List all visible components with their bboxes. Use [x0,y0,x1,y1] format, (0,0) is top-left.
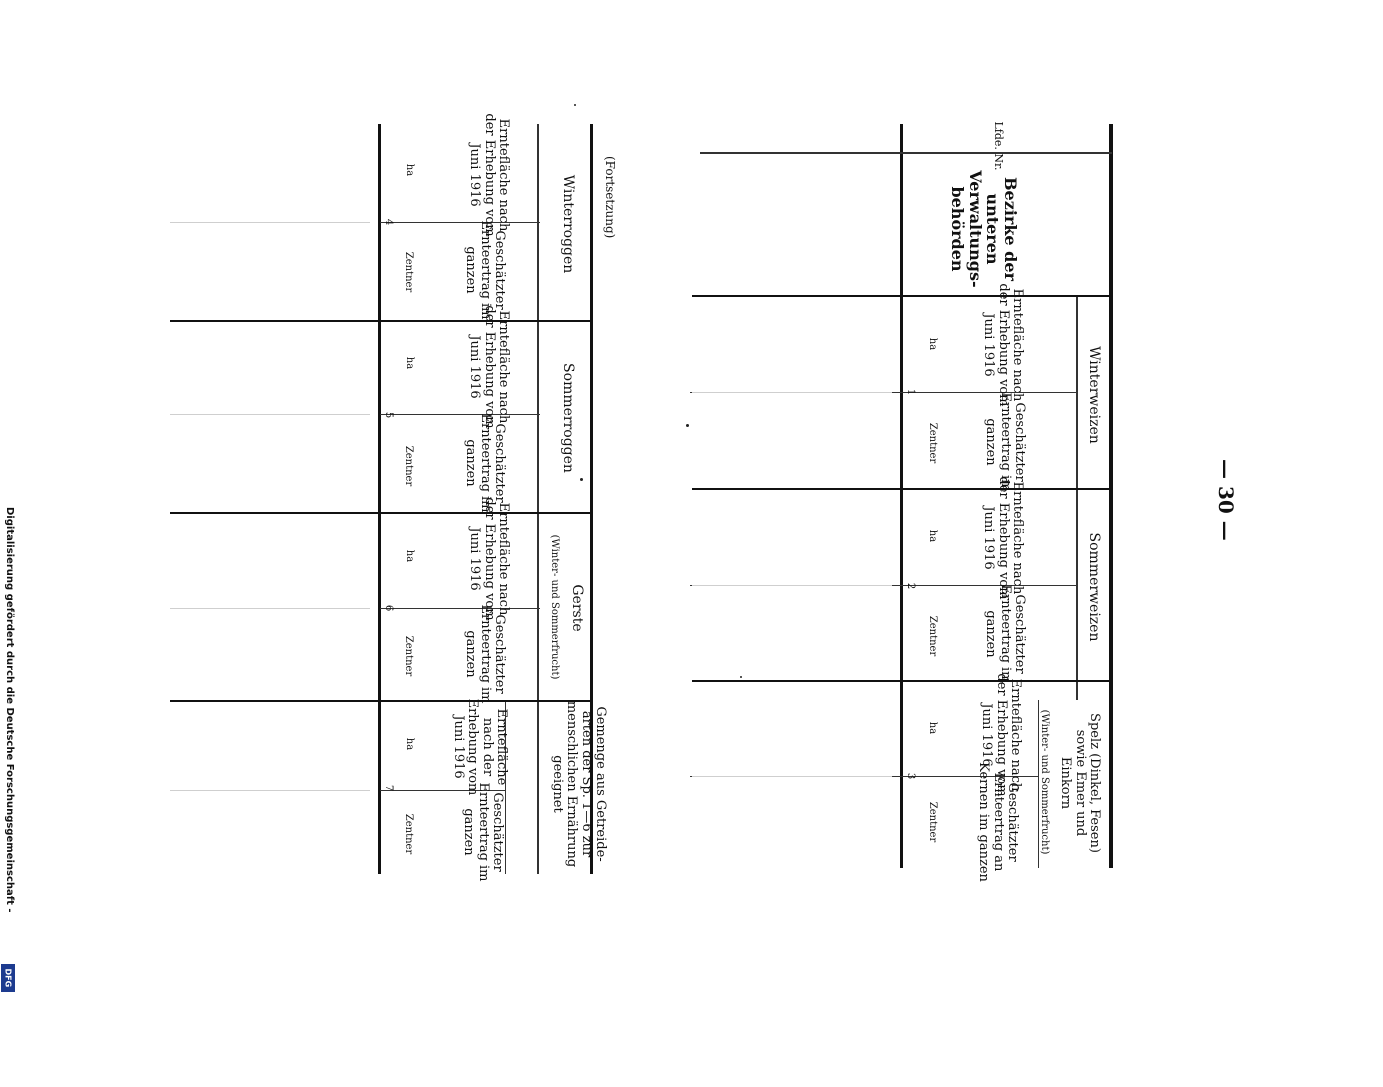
scan-speck [686,424,689,427]
yield-label: Geschätzter Ernteertrag an Kernen im ganzen [976,762,1020,882]
page-number: — 30 — [1214,459,1238,541]
yield-unit: Zentner [403,445,414,487]
column-number: 3 [905,772,916,780]
yield-unit: Zentner [403,813,414,855]
digitization-credit: Digitalisierung gefördert durch die Deutsche Forschungsgemeinschaft - [4,507,15,913]
area-unit: ha [404,737,415,751]
group-subtitle: (Winter- und Sommerfrucht) [1039,709,1050,855]
continuation-label: (Fortsetzung) [603,156,617,239]
group-subtitle: (Winter- und Sommerfrucht) [549,534,560,680]
column-number: 4 [383,218,394,226]
dfg-logo-icon: DFG [1,964,15,992]
yield-unit: Zentner [403,251,414,293]
yield-unit: Zentner [927,422,938,464]
area-unit: ha [404,356,415,370]
area-label: Erntefläche nach der Erhebung vom Juni 1916 [979,673,1023,797]
area-unit: ha [927,721,938,735]
area-label: Erntefläche nach der Erhebung vom Juni 1916 [981,283,1025,407]
area-unit: ha [927,337,938,351]
column-number: 2 [905,582,916,590]
area-unit: ha [927,529,938,543]
yield-label: Geschätzter Ernteertrag im ganzen [463,220,507,320]
scan-speck [574,104,576,106]
scan-speck [740,676,742,678]
yield-label: Geschätzter Ernteertrag im ganzen [983,392,1027,492]
area-label: Erntefläche nach der Erhebung vom Juni 1916 [981,476,1025,600]
area-label: Erntefläche nach der Erhebung vom Juni 1916 [467,113,511,237]
column-number: 7 [383,784,394,792]
group-title: Gemenge aus Getreide- arten der Sp. 1—6 zur menschlichen Ernährung geeignet [550,700,608,868]
column-number: 1 [905,388,916,396]
column-number: 5 [383,411,394,419]
area-label: Erntefläche nach der Erhebung vom Juni 1916 [467,497,511,621]
group-title: Winterroggen [560,174,576,274]
group-title: Sommerweizen [1086,532,1102,642]
area-unit: ha [404,163,415,177]
yield-label: Geschätzter Ernteertrag im ganzen [463,413,507,513]
yield-unit: Zentner [403,635,414,677]
group-title: Gerste [569,584,585,632]
group-title: Winterweizen [1086,346,1102,444]
group-title: Spelz (Dinkel, Fesen) sowie Emer und Einkorn [1058,713,1102,853]
group-title: Sommerroggen [560,363,576,473]
yield-unit: Zentner [927,615,938,657]
area-unit: ha [404,549,415,563]
district-header: Bezirke der unteren Verwaltungs- behörden [948,170,1020,288]
yield-label: Geschätzter Ernteertrag im ganzen [461,782,505,882]
scan-speck [580,478,583,481]
row-number-header: Lfde. Nr. [992,121,1005,171]
yield-unit: Zentner [927,801,938,843]
yield-label: Geschätzter Ernteertrag im ganzen [463,604,507,704]
area-label: Erntefläche nach der Erhebung vom Juni 1916 [451,698,509,796]
area-label: Erntefläche nach der Erhebung vom Juni 1916 [467,305,511,429]
column-number: 6 [383,604,394,612]
yield-label: Geschätzter Ernteertrag im ganzen [983,584,1027,684]
